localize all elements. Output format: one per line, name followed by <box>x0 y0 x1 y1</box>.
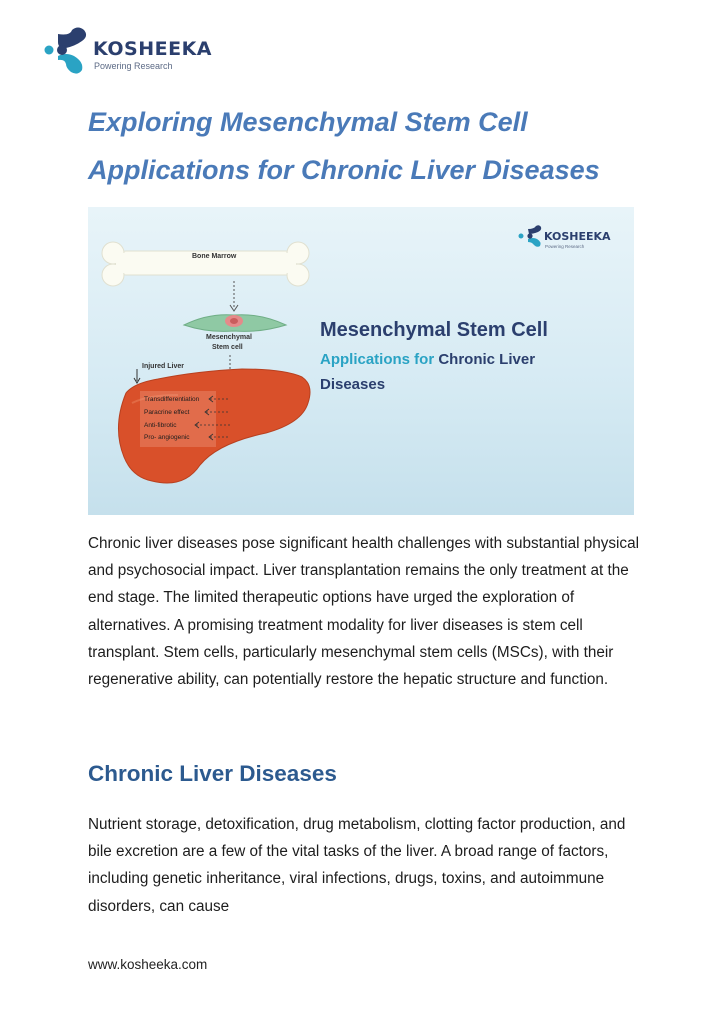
hero-illustration <box>88 207 634 515</box>
article-title <box>88 98 688 194</box>
mechanism-3: Anti-fibrotic <box>144 422 177 429</box>
section-heading: Chronic Liver Diseases <box>88 761 337 786</box>
bone-marrow-icon <box>102 242 309 286</box>
intro-paragraph: Chronic liver diseases pose significant health challenges with substantial physical and psychosocial impact. Liver transplantation remains the only treatment at the end stage. The limited therapeutic options have urged the exploration of alternatives. A promising treatment modality for liver diseases is stem cell transplant. Stem cells, particularly mesenchymal stem cells (MSCs), with their regenerative ability, can potentially restore the hepatic structure and function. <box>88 535 639 689</box>
msc-label-line-2: Stem cell <box>212 344 243 351</box>
bone-marrow-label: Bone Marrow <box>192 253 237 260</box>
msc-label-line-1: Mesenchymal <box>206 334 252 341</box>
hero-headline-line-3: Diseases <box>320 376 386 393</box>
hero-graphic <box>88 207 634 515</box>
mechanism-1: Transdifferentiation <box>144 396 200 403</box>
footer-url[interactable]: www.kosheeka.com <box>88 957 208 972</box>
hero-headline-line-1: Mesenchymal Stem Cell <box>320 319 548 341</box>
hero-headline-line-2 <box>320 351 535 368</box>
mechanism-4: Pro- angiogenic <box>144 434 190 441</box>
section-paragraph: Nutrient storage, detoxification, drug metabolism, clotting factor production, and bile excretion are a few of the vital tasks of the liver. A broad range of factors, including genetic inheritance, viral infections, drugs, toxins, and autoimmune disorders, can cause <box>88 816 626 915</box>
title-line-1: Exploring Mesenchymal Stem Cell <box>88 107 528 137</box>
mechanism-2: Paracrine effect <box>144 409 190 416</box>
mesenchymal-stem-cell-icon <box>184 315 286 332</box>
kosheeka-mark-icon <box>44 26 90 76</box>
injured-liver-label: Injured Liver <box>142 363 185 370</box>
hero-headline-part-b: Chronic Liver <box>438 351 536 368</box>
brand-logo[interactable] <box>44 26 244 76</box>
brand-name: KOSHEEKA <box>93 38 212 60</box>
hero-logo <box>519 225 612 249</box>
hero-headline-part-a: Applications for <box>320 351 439 368</box>
hero-logo-tagline: Powering Research <box>545 244 585 249</box>
brand-tagline: Powering Research <box>94 61 173 71</box>
title-line-2: Applications for Chronic Liver Diseases <box>88 155 600 185</box>
hero-logo-name: KOSHEEKA <box>544 230 611 243</box>
